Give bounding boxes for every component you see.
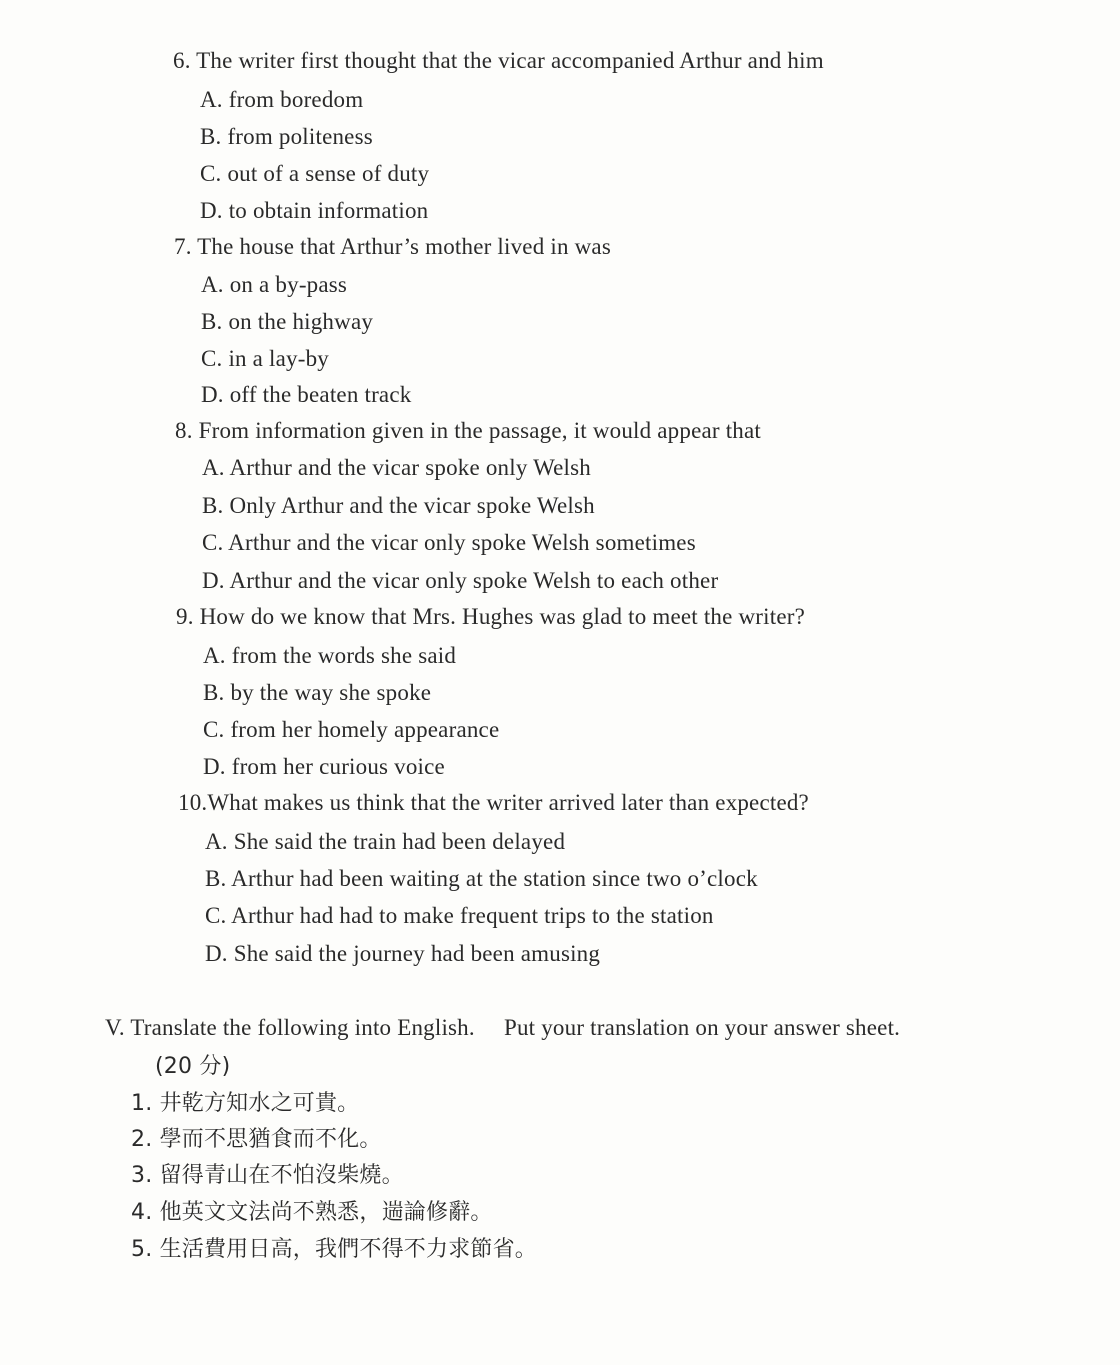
translation-item-1: 1. 井乾方知水之可貴。 (131, 1091, 360, 1116)
question-9-option-a: A. from the words she said (203, 643, 457, 668)
question-7-option-a: A. on a by-pass (201, 272, 348, 297)
question-7-option-c: C. in a lay-by (201, 346, 329, 371)
question-7-option-d: D. off the beaten track (201, 382, 412, 407)
translation-item-2: 2. 學而不思猶食而不化。 (131, 1127, 382, 1152)
section-v-heading: V. Translate the following into English. Put your translation on your answer sheet. (105, 1015, 901, 1040)
question-8-option-d: D. Arthur and the vicar only spoke Welsh to each other (202, 568, 719, 593)
question-10-option-a: A. She said the train had been delayed (205, 829, 566, 854)
question-8-stem: 8. From information given in the passage, it would appear that (175, 418, 761, 443)
question-6-option-d: D. to obtain information (200, 198, 429, 223)
translation-item-3: 3. 留得青山在不怕沒柴燒。 (131, 1163, 404, 1188)
question-6-option-b: B. from politeness (200, 124, 373, 149)
question-10-option-d: D. She said the journey had been amusing (205, 941, 601, 966)
question-8-option-b: B. Only Arthur and the vicar spoke Welsh (202, 493, 595, 518)
translation-item-5: 5. 生活費用日高，我們不得不力求節省。 (131, 1237, 537, 1262)
translation-item-4: 4. 他英文文法尚不熟悉，遄論修辭。 (131, 1200, 493, 1225)
question-6-stem: 6. The writer first thought that the vicar accompanied Arthur and him (173, 48, 824, 73)
question-10-option-b: B. Arthur had been waiting at the station since two o’clock (205, 866, 758, 891)
question-9-option-b: B. by the way she spoke (203, 680, 432, 705)
question-6-option-a: A. from boredom (200, 87, 364, 112)
question-8-option-c: C. Arthur and the vicar only spoke Welsh sometimes (202, 530, 696, 555)
question-8-option-a: A. Arthur and the vicar spoke only Welsh (202, 455, 591, 480)
section-v-points: (20 分) (155, 1054, 231, 1079)
question-10-stem: 10.What makes us think that the writer arrived later than expected? (178, 790, 809, 815)
question-9-stem: 9. How do we know that Mrs. Hughes was glad to meet the writer? (176, 604, 805, 629)
question-7-stem: 7. The house that Arthur’s mother lived in was (174, 234, 611, 259)
question-9-option-d: D. from her curious voice (203, 754, 445, 779)
question-9-option-c: C. from her homely appearance (203, 717, 500, 742)
question-6-option-c: C. out of a sense of duty (200, 161, 430, 186)
question-7-option-b: B. on the highway (201, 309, 374, 334)
question-10-option-c: C. Arthur had had to make frequent trips to the station (205, 903, 714, 928)
